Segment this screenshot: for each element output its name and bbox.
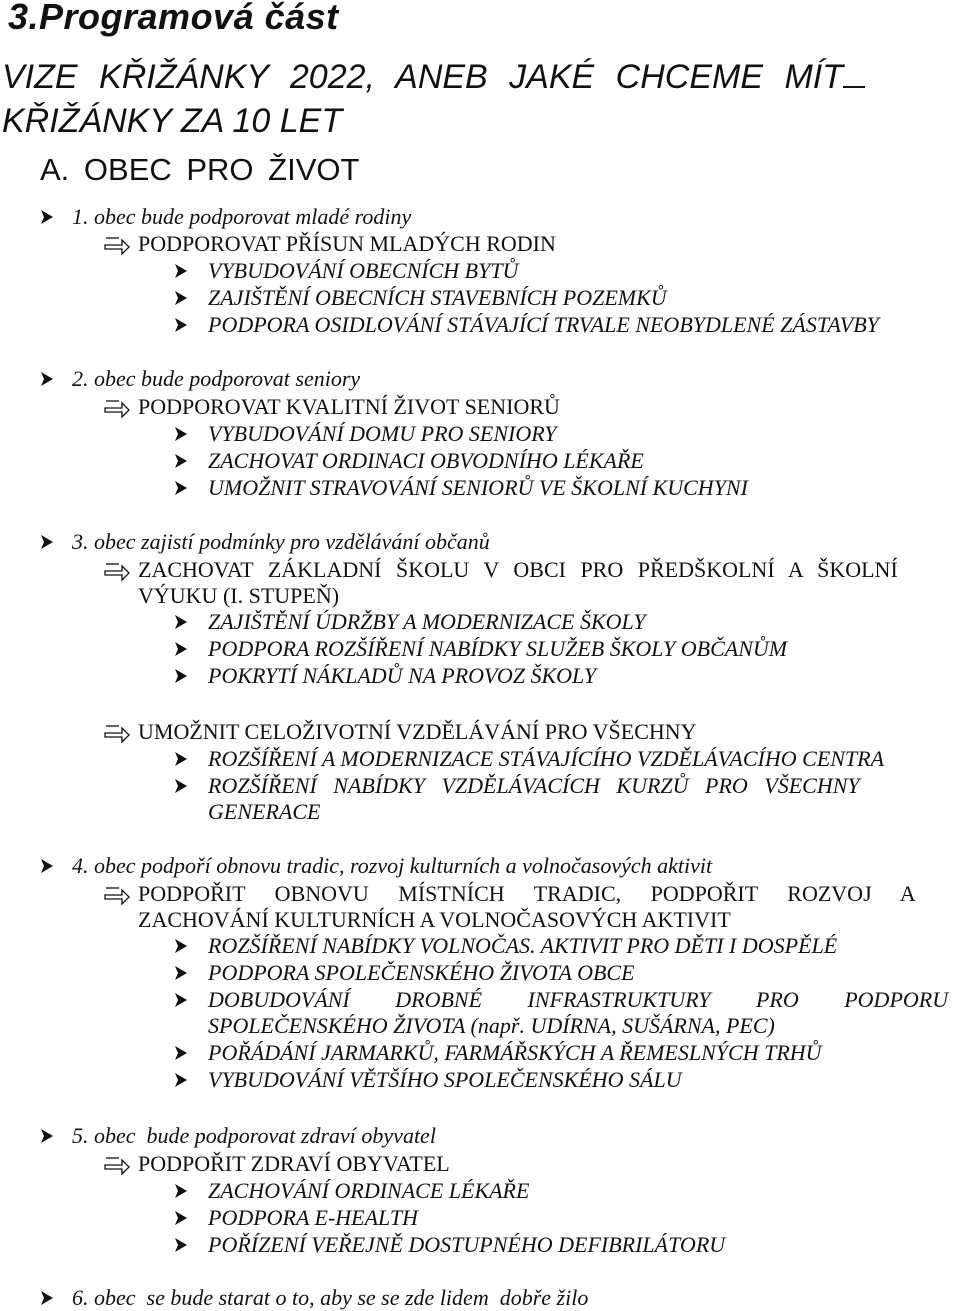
list-item-text: ROZŠÍŘENÍ NABÍDKY VOLNOČAS. AKTIVIT PRO DĚTI I DOSPĚLÉ	[208, 933, 838, 958]
list-item	[172, 1067, 682, 1093]
goal-text: PODPOŘIT ZDRAVÍ OBYVATEL	[138, 1151, 450, 1176]
arrowhead-bullet-icon	[172, 1232, 208, 1258]
underline-tail	[843, 58, 865, 88]
arrowhead-bullet-icon	[172, 960, 208, 986]
list-item	[172, 663, 596, 689]
list-item	[172, 1232, 725, 1258]
list-item	[172, 1040, 822, 1066]
section-heading: 3.Programová část	[8, 0, 339, 37]
list-item	[172, 773, 860, 799]
goal	[102, 394, 560, 420]
arrowhead-bullet-icon	[172, 475, 208, 501]
list-item-text: POŘÍZENÍ VEŘEJNĚ DOSTUPNÉHO DEFIBRILÁTORU	[208, 1232, 726, 1257]
list-item-text: PODPORA E-HEALTH	[208, 1205, 418, 1230]
list-item	[172, 636, 787, 662]
arrowhead-bullet-icon	[38, 529, 72, 555]
outline-arrow-bullet-icon	[102, 719, 138, 745]
main-point	[38, 366, 360, 392]
main-point	[38, 853, 712, 879]
arrowhead-bullet-icon	[38, 1123, 72, 1149]
list-item-text: ROZŠÍŘENÍ A MODERNIZACE STÁVAJÍCÍHO VZDĚLÁVACÍHO CENTRA	[208, 746, 885, 771]
list-item-text: POŘÁDÁNÍ JARMARKŮ, FARMÁŘSKÝCH A ŘEMESLNÝCH TRHŮ	[208, 1040, 822, 1065]
arrowhead-bullet-icon	[172, 421, 208, 447]
arrowhead-bullet-icon	[172, 773, 208, 799]
list-item-text: ZAJIŠTĚNÍ ÚDRŽBY A MODERNIZACE ŠKOLY	[208, 609, 646, 634]
list-item	[172, 960, 635, 986]
list-item-text: DOBUDOVÁNÍ DROBNÉ INFRASTRUKTURY PRO PODPORU	[208, 987, 949, 1012]
arrowhead-bullet-icon	[172, 1067, 208, 1093]
main-point-text: 5. obec bude podporovat zdraví obyvatel	[72, 1123, 436, 1148]
main-point	[38, 529, 490, 555]
list-item	[172, 448, 644, 474]
goal	[102, 1151, 450, 1177]
subheading: A. OBEC PRO ŽIVOT	[40, 152, 360, 187]
arrowhead-bullet-icon	[172, 663, 208, 689]
outline-arrow-bullet-icon	[102, 394, 138, 420]
outline-arrow-bullet-icon	[102, 881, 138, 907]
list-item	[172, 1205, 418, 1231]
arrowhead-bullet-icon	[38, 1285, 72, 1311]
list-item-text: VYBUDOVÁNÍ VĚTŠÍHO SPOLEČENSKÉHO SÁLU	[208, 1067, 682, 1092]
list-item-text: ZACHOVÁNÍ ORDINACE LÉKAŘE	[208, 1178, 530, 1203]
arrowhead-bullet-icon	[172, 746, 208, 772]
main-point-text: 3. obec zajistí podmínky pro vzdělávání občanů	[72, 529, 490, 554]
list-item-text: POKRYTÍ NÁKLADŮ NA PROVOZ ŠKOLY	[208, 663, 597, 688]
list-item	[172, 258, 518, 284]
list-item-continuation: SPOLEČENSKÉHO ŽIVOTA (např. UDÍRNA, SUŠÁRNA, PEC)	[208, 1013, 775, 1038]
vision-heading-line2: KŘIŽÁNKY ZA 10 LET	[2, 102, 343, 140]
arrowhead-bullet-icon	[38, 853, 72, 879]
list-item-text: VYBUDOVÁNÍ DOMU PRO SENIORY	[208, 421, 557, 446]
goal-continuation: VÝUKU (I. STUPEŇ)	[138, 583, 340, 608]
goal	[102, 719, 697, 745]
goal	[102, 881, 916, 907]
outline-arrow-bullet-icon	[102, 557, 138, 583]
arrowhead-bullet-icon	[172, 1178, 208, 1204]
goal-text: UMOŽNIT CELOŽIVOTNÍ VZDĚLÁVÁNÍ PRO VŠECHNY	[138, 719, 697, 744]
arrowhead-bullet-icon	[172, 933, 208, 959]
list-item	[172, 746, 884, 772]
list-item-text: ZACHOVAT ORDINACI OBVODNÍHO LÉKAŘE	[208, 448, 644, 473]
main-point-text: 4. obec podpoří obnovu tradic, rozvoj kulturních a volnočasových aktivit	[72, 853, 713, 878]
main-point-text: 6. obec se bude starat o to, aby se se zde lidem dobře žilo	[72, 1285, 589, 1310]
list-item	[172, 609, 646, 635]
list-item-text: ZAJIŠTĚNÍ OBECNÍCH STAVEBNÍCH POZEMKŮ	[208, 285, 667, 310]
arrowhead-bullet-icon	[172, 312, 208, 338]
list-item-text: ROZŠÍŘENÍ NABÍDKY VZDĚLÁVACÍCH KURZŮ PRO VŠECHNY	[208, 773, 860, 798]
goal-continuation: ZACHOVÁNÍ KULTURNÍCH A VOLNOČASOVÝCH AKTIVIT	[138, 907, 731, 932]
outline-arrow-bullet-icon	[102, 1151, 138, 1177]
arrowhead-bullet-icon	[172, 1040, 208, 1066]
main-point-text: 2. obec bude podporovat seniory	[72, 366, 361, 391]
list-item	[172, 312, 879, 338]
list-item	[172, 987, 948, 1013]
list-item-text: VYBUDOVÁNÍ OBECNÍCH BYTŮ	[208, 258, 519, 283]
list-item-continuation: GENERACE	[208, 799, 321, 824]
arrowhead-bullet-icon	[172, 609, 208, 635]
list-item-text: UMOŽNIT STRAVOVÁNÍ SENIORŮ VE ŠKOLNÍ KUCHYNI	[208, 475, 748, 500]
list-item-text: PODPORA OSIDLOVÁNÍ STÁVAJÍCÍ TRVALE NEOBYDLENÉ ZÁSTAVBY	[208, 312, 879, 337]
list-item	[172, 285, 667, 311]
goal-text-line1: PODPOŘIT OBNOVU MÍSTNÍCH TRADIC, PODPOŘIT ROZVOJ A	[138, 881, 916, 906]
arrowhead-bullet-icon	[38, 204, 72, 230]
goal	[102, 557, 936, 583]
main-point	[38, 1285, 588, 1311]
goal-text-line1: ZACHOVAT ZÁKLADNÍ ŠKOLU V OBCI PRO PŘEDŠKOLNÍ A ŠKOLNÍ	[138, 557, 898, 582]
list-item	[172, 1178, 529, 1204]
arrowhead-bullet-icon	[172, 285, 208, 311]
vision-heading-line1	[2, 58, 957, 97]
list-item-text: PODPORA SPOLEČENSKÉHO ŽIVOTA OBCE	[208, 960, 635, 985]
arrowhead-bullet-icon	[172, 258, 208, 284]
arrowhead-bullet-icon	[38, 366, 72, 392]
outline-arrow-bullet-icon	[102, 231, 138, 257]
list-item	[172, 933, 837, 959]
goal	[102, 231, 556, 257]
arrowhead-bullet-icon	[172, 1205, 208, 1231]
goal-text: PODPOROVAT KVALITNÍ ŽIVOT SENIORŮ	[138, 394, 560, 419]
list-item	[172, 475, 748, 501]
list-item-text: PODPORA ROZŠÍŘENÍ NABÍDKY SLUŽEB ŠKOLY OBČANŮM	[208, 636, 788, 661]
list-item	[172, 421, 557, 447]
vision-heading-line1-text: VIZE KŘIŽÁNKY 2022, ANEB JAKÉ CHCEME MÍT	[2, 58, 843, 96]
goal-text: PODPOROVAT PŘÍSUN MLADÝCH RODIN	[138, 231, 556, 256]
arrowhead-bullet-icon	[172, 987, 208, 1013]
main-point	[38, 1123, 436, 1149]
main-point-text: 1. obec bude podporovat mladé rodiny	[72, 204, 412, 229]
arrowhead-bullet-icon	[172, 636, 208, 662]
arrowhead-bullet-icon	[172, 448, 208, 474]
main-point	[38, 204, 411, 230]
